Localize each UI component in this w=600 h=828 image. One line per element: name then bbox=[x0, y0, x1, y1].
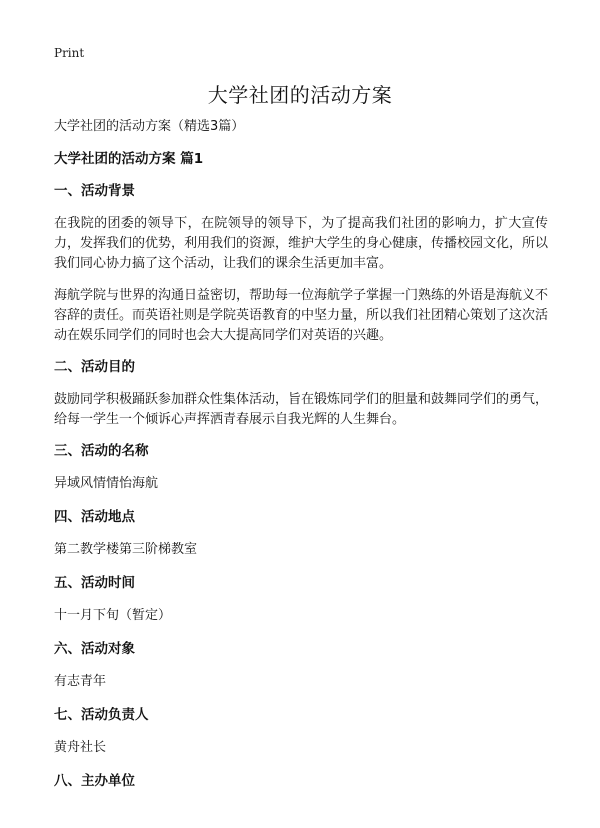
document-body bbox=[54, 118, 548, 804]
section-paragraph: 鼓励同学积极踊跃参加群众性集体活动，旨在锻炼同学们的胆量和鼓舞同学们的勇气，给每一学生一个倾诉心声挥洒青春展示自我光辉的人生舞台。 bbox=[54, 392, 549, 427]
section-paragraph: 异域风情情怡海航 bbox=[54, 476, 159, 491]
article-heading: 大学社团的活动方案 篇1 bbox=[54, 151, 204, 167]
section-paragraph: 海航学院与世界的沟通日益密切，帮助每一位海航学子掌握一门熟练的外语是海航义不容辞的责任。而英语社则是学院英语教育的中坚力量，所以我们社团精心策划了这次活动在娱乐同学们的同时也会大大提高同学们对英语的兴趣。 bbox=[54, 288, 549, 343]
section-heading: 五、活动时间 bbox=[54, 575, 135, 591]
section-heading: 二、活动目的 bbox=[54, 359, 135, 375]
section-paragraph: 在我院的团委的领导下，在院领导的领导下，为了提高我们社团的影响力，扩大宣传力，发挥我们的优势，利用我们的资源，维护大学生的身心健康，传播校园文化，所以我们同心协力搞了这个活动，让我们的课余生活更加丰富。 bbox=[54, 216, 549, 271]
section-background bbox=[54, 182, 548, 346]
document-subtitle: 大学社团的活动方案（精选3篇） bbox=[54, 119, 245, 134]
section-heading: 三、活动的名称 bbox=[54, 443, 149, 459]
page-title: 大学社团的活动方案 bbox=[207, 83, 393, 107]
section-paragraph: 有志青年 bbox=[54, 674, 107, 689]
section-audience bbox=[54, 640, 548, 692]
section-heading: 一、活动背景 bbox=[54, 183, 135, 199]
section-heading: 四、活动地点 bbox=[54, 509, 135, 525]
section-organizer bbox=[54, 772, 548, 790]
section-name bbox=[54, 442, 548, 494]
section-paragraph: 十一月下旬（暂定） bbox=[54, 608, 172, 623]
section-paragraph: 第二教学楼第三阶梯教室 bbox=[54, 542, 198, 557]
section-owner bbox=[54, 706, 548, 758]
section-heading: 八、主办单位 bbox=[54, 773, 135, 789]
section-purpose bbox=[54, 358, 548, 430]
section-location bbox=[54, 508, 548, 560]
section-heading: 七、活动负责人 bbox=[54, 707, 149, 723]
section-heading: 六、活动对象 bbox=[54, 641, 135, 657]
section-paragraph: 黄舟社长 bbox=[54, 740, 107, 755]
print-link[interactable]: Print bbox=[54, 46, 85, 60]
section-time bbox=[54, 574, 548, 626]
